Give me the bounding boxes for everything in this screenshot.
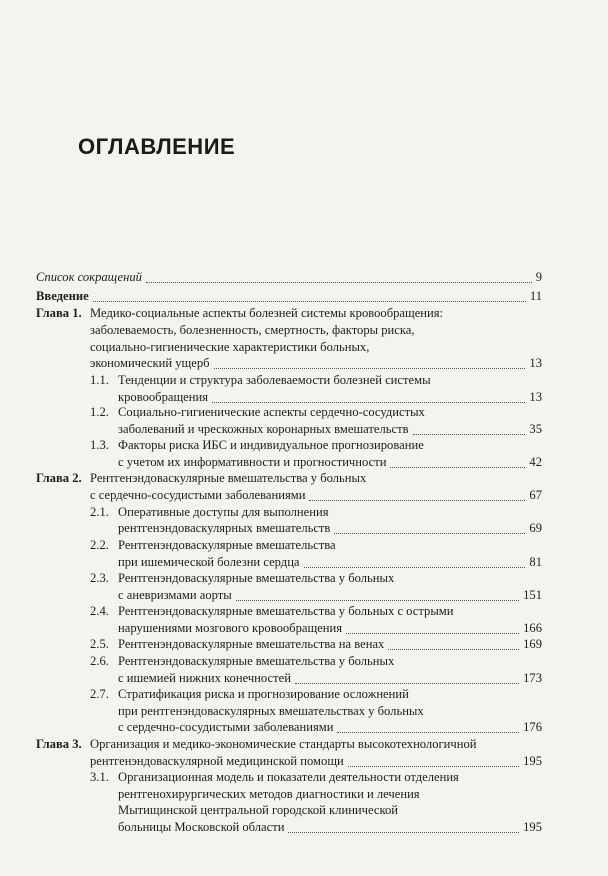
toc-entry-text: Факторы риска ИБС и индивидуальное прогнозирование [118, 438, 424, 452]
toc-entry-text: экономический ущерб [90, 356, 210, 370]
toc-entry-text: Введение [36, 289, 89, 303]
chapter-label: Глава 2. [36, 471, 82, 485]
leader-dots [93, 300, 526, 302]
page-number: 69 [529, 521, 542, 535]
toc-entry-text: Оперативные доступы для выполнения [118, 505, 329, 519]
toc-entry-text: Организационная модель и показатели деятельности отделения [118, 770, 459, 784]
toc-entry-text: Стратификация риска и прогнозирование осложнений [118, 687, 409, 701]
leader-dots [295, 682, 519, 684]
page-number: 13 [529, 390, 542, 404]
page-number: 195 [523, 820, 542, 834]
toc-entry-text: рентгенохирургических методов диагностики и лечения [118, 787, 420, 801]
page-number: 9 [535, 270, 542, 284]
toc-entry-text: рентгенэндоваскулярной медицинской помощи [90, 754, 344, 768]
leader-dots [334, 532, 525, 534]
toc-entry-text: Медико-социальные аспекты болезней системы кровообращения: [90, 306, 444, 320]
toc-entry-text: с сердечно-сосудистыми заболеваниями [90, 488, 306, 502]
section-number: 2.7. [90, 687, 109, 701]
toc-entry-text: заболеваемость, болезненность, смертность, факторы риска, [90, 323, 415, 337]
leader-dots [214, 367, 526, 369]
page-number: 173 [523, 671, 542, 685]
leader-dots [304, 566, 526, 568]
toc-entry-text: рентгенэндоваскулярных вмешательств [118, 521, 331, 535]
section-number: 2.2. [90, 538, 109, 552]
section-number: 1.3. [90, 438, 109, 452]
section-number: 2.1. [90, 505, 109, 519]
toc-entry-text: с аневризмами аорты [118, 588, 232, 602]
chapter-label: Глава 3. [36, 737, 82, 751]
leader-dots [212, 401, 525, 403]
toc-entry-text: Рентгенэндоваскулярные вмешательства у больных [118, 571, 395, 585]
page-number: 151 [523, 588, 542, 602]
toc-entry-text: Социально-гигиенические аспекты сердечно-сосудистых [118, 405, 425, 419]
toc-entry-text: Рентгенэндоваскулярные вмешательства у больных [118, 654, 395, 668]
page-number: 81 [529, 555, 542, 569]
toc-entry-text: Рентгенэндоваскулярные вмешательства у больных [90, 471, 367, 485]
leader-dots [288, 831, 519, 833]
leader-dots [236, 599, 519, 601]
section-number: 3.1. [90, 770, 109, 784]
toc-entry-text: Организация и медико-экономические стандарты высокотехнологичной [90, 737, 477, 751]
toc-entry-text: больницы Московской области [118, 820, 285, 834]
page-number: 11 [529, 289, 542, 303]
page-number: 35 [529, 422, 542, 436]
section-number: 2.5. [90, 637, 109, 651]
toc-entry-text: при ишемической болезни сердца [118, 555, 300, 569]
toc-entry-text: нарушениями мозгового кровообращения [118, 621, 343, 635]
page-number: 166 [523, 621, 542, 635]
toc-entry-text: с сердечно-сосудистыми заболеваниями [118, 720, 334, 734]
leader-dots [346, 632, 519, 634]
page-number: 195 [523, 754, 542, 768]
toc-entry-text: Рентгенэндоваскулярные вмешательства у больных с острыми [118, 604, 454, 618]
toc-entry-text: Мытищинской центральной городской клинической [118, 803, 399, 817]
toc-entry-text: Тенденции и структура заболеваемости болезней системы [118, 373, 431, 387]
leader-dots [337, 731, 519, 733]
toc-entry-text: кровообращения [118, 390, 209, 404]
page-number: 176 [523, 720, 542, 734]
toc-entry-text: при рентгенэндоваскулярных вмешательствах у больных [118, 704, 424, 718]
section-number: 1.1. [90, 373, 109, 387]
toc-entry-text: Рентгенэндоваскулярные вмешательства [118, 538, 336, 552]
toc-entry-text: социально-гигиенические характеристики больных, [90, 340, 370, 354]
section-number: 2.4. [90, 604, 109, 618]
toc-entry-text: Список сокращений [36, 270, 142, 284]
leader-dots [348, 765, 519, 767]
page-number: 169 [523, 637, 542, 651]
leader-dots [146, 281, 532, 283]
page-number: 42 [529, 455, 542, 469]
leader-dots [309, 499, 525, 501]
toc-entry-text: с учетом их информативности и прогностичности [118, 455, 387, 469]
leader-dots [413, 433, 526, 435]
leader-dots [388, 648, 519, 650]
section-number: 2.3. [90, 571, 109, 585]
toc-entry-text: заболеваний и чрескожных коронарных вмешательств [118, 422, 409, 436]
leader-dots [390, 466, 525, 468]
page-title: ОГЛАВЛЕНИЕ [78, 134, 236, 159]
section-number: 2.6. [90, 654, 109, 668]
toc-entry-text: с ишемией нижних конечностей [118, 671, 291, 685]
section-number: 1.2. [90, 405, 109, 419]
page-number: 67 [529, 488, 542, 502]
chapter-label: Глава 1. [36, 306, 82, 320]
toc-entry-text: Рентгенэндоваскулярные вмешательства на венах [118, 637, 385, 651]
page-number: 13 [529, 356, 542, 370]
